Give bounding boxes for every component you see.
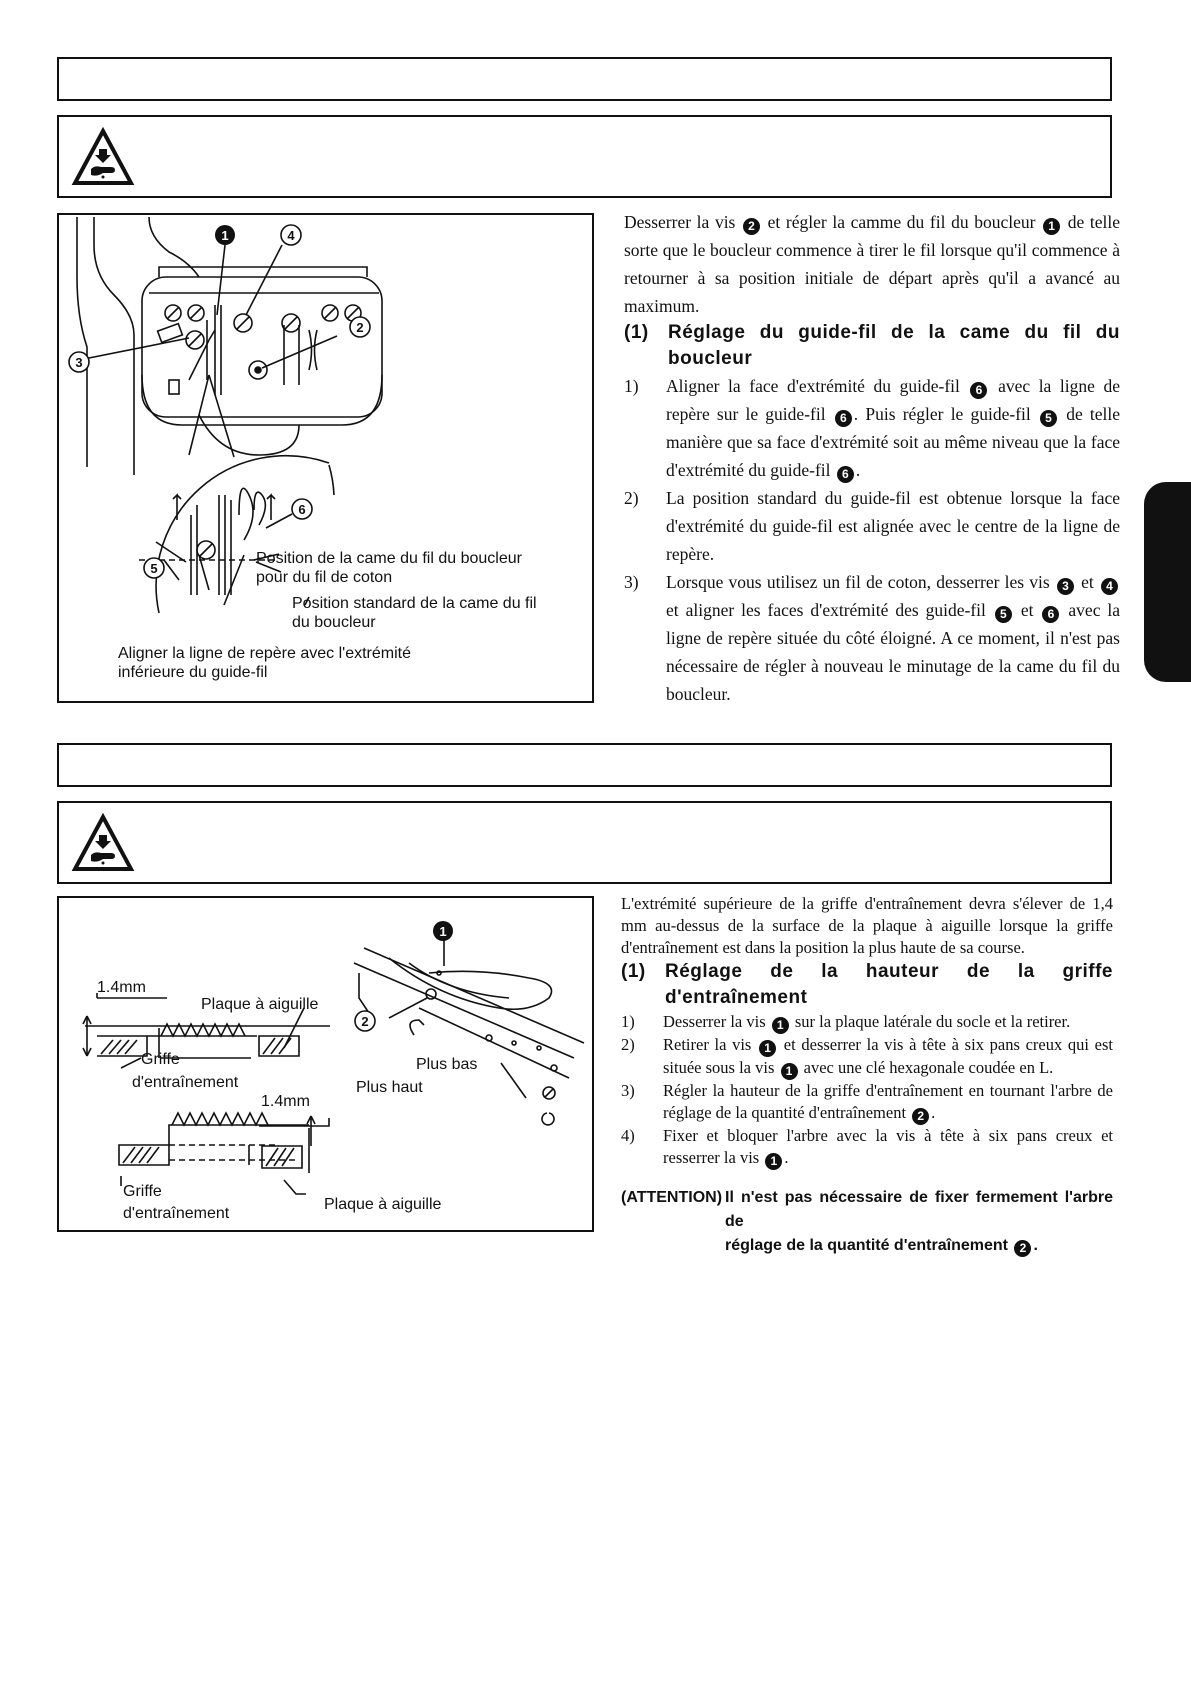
callout-5: 5 bbox=[150, 561, 158, 576]
circled-3: 3 bbox=[1057, 578, 1074, 595]
hand-crush-warning-icon bbox=[71, 127, 135, 187]
section2-title-box bbox=[57, 743, 1112, 787]
callout-1: 1 bbox=[221, 228, 229, 243]
circled-1: 1 bbox=[1043, 218, 1060, 235]
callout-4: 4 bbox=[287, 228, 295, 243]
step-number: 3) bbox=[624, 572, 639, 592]
step-text: de telle manière que sa face d'extrémité soit au même niveau que la face d'extrémité du guide-fil bbox=[666, 404, 1121, 480]
circled-2: 2 bbox=[912, 1108, 929, 1125]
circled-1: 1 bbox=[759, 1040, 776, 1057]
section2-step-2 bbox=[621, 1034, 1113, 1080]
heading-text: Réglage de la hauteur de la griffe d'entraînement bbox=[665, 961, 1113, 1008]
hand-crush-warning-icon bbox=[71, 813, 135, 873]
circled-1: 1 bbox=[772, 1017, 789, 1034]
step-text: La position standard du guide-fil est obtenue lorsque la face d'extrémité du guide-fil est alignée avec le centre de la ligne de repère. bbox=[666, 488, 1120, 564]
attention-text-b: réglage de la quantité d'entraînement bbox=[725, 1237, 1008, 1254]
circled-6: 6 bbox=[837, 466, 854, 483]
step-text: . bbox=[931, 1103, 936, 1122]
step-text: et bbox=[1081, 572, 1094, 592]
attention-label: (ATTENTION) bbox=[621, 1189, 723, 1206]
step-number: 1) bbox=[621, 1012, 635, 1031]
circled-2: 2 bbox=[1014, 1240, 1031, 1257]
heading-text: Réglage du guide-fil de la came du fil du boucleur bbox=[668, 322, 1120, 369]
step-number: 2) bbox=[624, 488, 639, 508]
intro-part-b: et régler la camme du fil du boucleur bbox=[767, 212, 1036, 232]
section2-callouts bbox=[355, 921, 453, 1031]
step-text: . bbox=[784, 1148, 789, 1167]
label-griffe-top-1: Griffe bbox=[141, 1051, 180, 1068]
callout-2: 2 bbox=[361, 1014, 369, 1029]
section2-step-4 bbox=[621, 1125, 1113, 1170]
section2-warning-box bbox=[57, 801, 1112, 884]
heading-number: (1) bbox=[621, 961, 646, 982]
step-number: 3) bbox=[621, 1081, 635, 1100]
circled-1: 1 bbox=[765, 1153, 782, 1170]
step-number: 1) bbox=[624, 376, 639, 396]
attention-note bbox=[621, 1186, 1113, 1258]
section1-step-2 bbox=[624, 484, 1120, 568]
step-text: Lorsque vous utilisez un fil de coton, desserrer les vis bbox=[666, 572, 1050, 592]
step-number: 2) bbox=[621, 1035, 635, 1054]
intro-part-c: de telle sorte que le boucleur commence à tirer le fil lorsque qu'il commence à retourner à sa position initiale de départ après qu'il a avancé au maximum. bbox=[624, 212, 1121, 316]
section1-heading bbox=[624, 320, 1120, 372]
circled-6: 6 bbox=[970, 382, 987, 399]
label-griffe-top-2: d'entraînement bbox=[132, 1074, 239, 1091]
label-griffe-bottom-2: d'entraînement bbox=[123, 1205, 230, 1222]
callout-6: 6 bbox=[298, 502, 306, 517]
step-text: Fixer et bloquer l'arbre avec la vis à tête à six pans creux et resserrer la vis bbox=[663, 1126, 1113, 1167]
attention-text-a: Il n'est pas nécessaire de fixer fermement l'arbre de bbox=[725, 1189, 1113, 1230]
dim-bottom: 1.4mm bbox=[261, 1093, 310, 1110]
section1-warning-box bbox=[57, 115, 1112, 198]
step-text: sur la plaque latérale du socle et la retirer. bbox=[794, 1012, 1071, 1031]
intro-part-a: Desserrer la vis bbox=[624, 212, 736, 232]
circled-6: 6 bbox=[1042, 606, 1059, 623]
section2-step-3 bbox=[621, 1080, 1113, 1125]
section2-figure bbox=[57, 896, 594, 1232]
section1-figure bbox=[57, 213, 594, 703]
label-plaque-top: Plaque à aiguille bbox=[201, 996, 319, 1013]
label-griffe-bottom-1: Griffe bbox=[123, 1183, 162, 1200]
circled-6: 6 bbox=[835, 410, 852, 427]
label-plus-haut: Plus haut bbox=[356, 1079, 423, 1096]
section1-step-3 bbox=[624, 568, 1120, 708]
step-text: et bbox=[1020, 600, 1034, 620]
dim-top: 1.4mm bbox=[97, 979, 146, 996]
label-plaque-bottom: Plaque à aiguille bbox=[324, 1196, 442, 1213]
heading-number: (1) bbox=[624, 322, 649, 343]
circled-5: 5 bbox=[995, 606, 1012, 623]
label-position-coton: Position de la came du fil du boucleur pour du fil de coton bbox=[256, 550, 522, 586]
label-aligner: Aligner la ligne de repère avec l'extrémité inférieure du guide-fil bbox=[118, 645, 411, 681]
section1-intro bbox=[624, 208, 1120, 320]
section2-intro: L'extrémité supérieure de la griffe d'entraînement devra s'élever de 1,4 mm au-dessus de la surface de la plaque à aiguille lorsque la griffe d'entraînement est dans la position la plus haute de sa course. bbox=[621, 894, 1113, 957]
circled-2: 2 bbox=[743, 218, 760, 235]
step-text: . Puis régler le guide-fil bbox=[853, 404, 1031, 424]
section2-heading bbox=[621, 959, 1113, 1011]
step-text: . bbox=[855, 460, 861, 480]
circled-1: 1 bbox=[781, 1063, 798, 1080]
callout-1: 1 bbox=[439, 924, 447, 939]
feed-dog-height-diagram bbox=[59, 898, 592, 1230]
step-text: et aligner les faces d'extrémité des guide-fil bbox=[666, 600, 986, 620]
section1-step-1 bbox=[624, 372, 1120, 484]
step-text: Régler la hauteur de la griffe d'entraînement en tournant l'arbre de réglage de la quantité d'entraînement bbox=[663, 1081, 1113, 1122]
section1-title-box bbox=[57, 57, 1112, 101]
step-text: avec une clé hexagonale coudée en L. bbox=[803, 1058, 1054, 1077]
step-text: Desserrer la vis bbox=[663, 1012, 766, 1031]
circled-5: 5 bbox=[1040, 410, 1057, 427]
step-text: avec la ligne de repère sur le guide-fil bbox=[666, 376, 1121, 424]
label-position-standard: Position standard de la came du fil du boucleur bbox=[292, 595, 537, 631]
callout-3: 3 bbox=[75, 355, 83, 370]
step-number: 4) bbox=[621, 1126, 635, 1145]
attention-text-c: . bbox=[1033, 1237, 1038, 1254]
circled-4: 4 bbox=[1101, 578, 1118, 595]
step-text: avec la ligne de repère située du côté éloigné. A ce moment, il n'est pas nécessaire de régler à nouveau le minutage de la came du fil du boucleur. bbox=[666, 600, 1121, 704]
section1-text bbox=[624, 208, 1120, 708]
section2-text bbox=[621, 893, 1113, 1258]
label-plus-bas: Plus bas bbox=[416, 1056, 478, 1073]
side-index-tab bbox=[1144, 482, 1191, 682]
callout-2: 2 bbox=[356, 320, 364, 335]
step-text: et desserrer la vis à tête à six pans creux qui est située sous la vis bbox=[663, 1035, 1114, 1077]
step-text: Retirer la vis bbox=[663, 1035, 752, 1054]
step-text: Aligner la face d'extrémité du guide-fil bbox=[666, 376, 960, 396]
section2-step-1 bbox=[621, 1011, 1113, 1034]
